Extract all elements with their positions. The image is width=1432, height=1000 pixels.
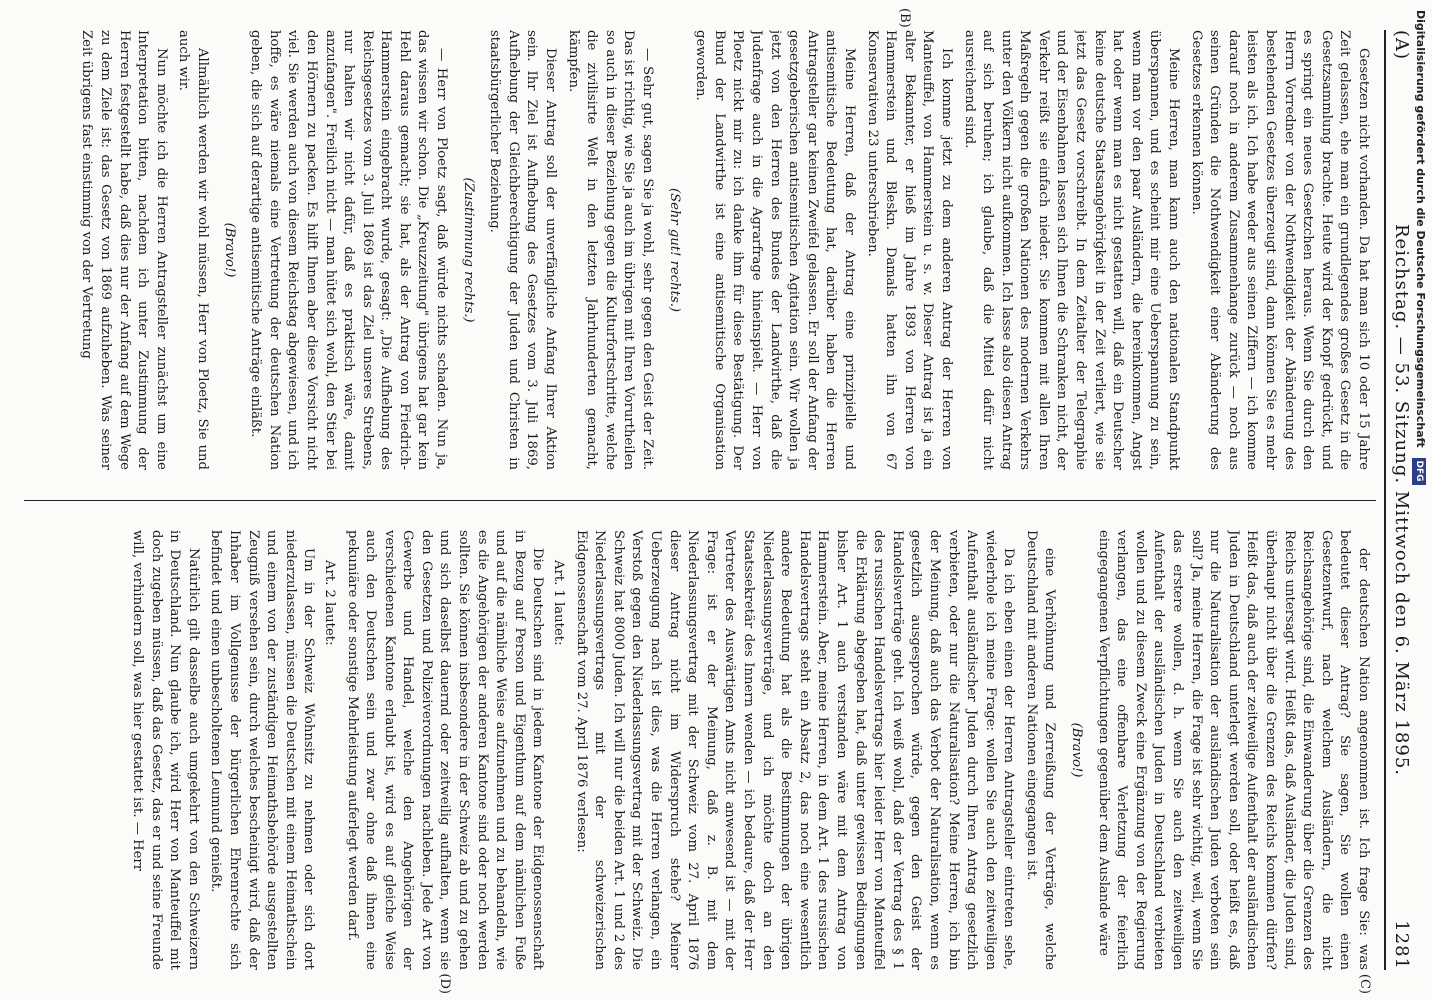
paragraph: Natürlich gilt dasselbe auch umgekehrt von den Schweizern in Deutschland. Nun glaube ich, wird Herr von Manteuffel mit doch zugeben müssen, daß das Gesetz, das er und seine Freunde will, verhindern soll, was hier gestattet ist. — Herr	[130, 530, 201, 970]
running-title: Reichstag. — 53. Sitzung. Mittwoch den 6. März 1895.	[1391, 223, 1412, 776]
paragraph: (Zustimmung rechts.)	[460, 177, 476, 323]
right-column	[20, 530, 1372, 970]
paragraph: Die Deutschen sind in jedem Kantone der Eidgenossenschaft in Bezug auf Person und Eigenthum auf dem nämlichen Fuße und auf die nämliche Weise aufzunehmen und zu behandeln, wie es die Angehörigen der anderen Kantone sind oder noch werden sollten. Sie können insbesondere in der Schweiz ab und zu gehen und sich daselbst dauernd oder zeitweilig aufhalten, wenn sie den Gesetzen und Polizeiverordnungen nachleben. Jede Art von Gewerbe und Handel, welche den Angehörigen der verschiedenen Kantone erlaubt ist, wird es auf gleiche Weise auch den Deutschen sein und zwar ohne daß ihnen eine pekuniäre oder sonstige Mehrleistung auferlegt werden darf.	[344, 530, 546, 970]
digitization-note	[1410, 10, 1430, 990]
paragraph: eine Verhöhnung und Zerreißung der Verträge, welche Deutschland mit anderen Nationen eingegangen ist.	[1023, 530, 1058, 970]
paragraph: Da ich eben einen der Herren Antragsteller eintreten sehe, wiederhole ich meine Frage: wollen Sie auch den zeitweiligen Aufenthalt ausländischer Juden durch Ihren Antrag gesetzlich verbieten, oder nur die Naturalisation? Meine Herren, ich bin der Meinung, daß auch das Verbot der Naturalisation, wenn es gesetzlich ausgesprochen würde, gegen den Geist der Handelsverträge geht. Ich weiß wohl, daß der Vertrag des § 1 des russischen Handelsvertrags hier leider Herr von Manteuffel die Erklärung abgegeben hat, daß unter gewissen Bedingungen bisher Art. 1 auch verstanden wäre mit dem Antrag von Hammerstein. Aber, meine Herren, in dem Art. 1 des russischen Handelsvertrags steht ein Absatz 2, das noch eine wesentlich andere Bedeutung hat als die Bestimmungen der übrigen Niederlassungsverträge, und ich möchte doch an den Staatssekretär des Innern wenden — ich bedaure, daß der Herr Vertreter des Auswärtigen Amts nicht anwesend ist — mit der Frage: ist er der Meinung, daß z. B. mit dem Niederlassungsvertrag mit der Schweiz vom 27. April 1876 dieser Antrag nicht im Widerspruch stehe? Meiner Ueberzeugung nach ist dies, was die Herren verlangen, ein Verstoß gegen den Niederlassungsvertrag mit der Schweiz. Die Schweiz hat 8000 Juden. Ich will nur die beiden Art. 1 und 2 des Niederlassungsvertrags mit der schweizerischen Eidgenossenschaft vom 27. April 1876 verlesen:	[573, 530, 1017, 970]
dfg-logo: DFG	[1412, 458, 1426, 485]
paragraph: Um in der Schweiz Wohnsitz zu nehmen oder sich dort niederzulassen, müssen die Deutschen mit einem Heimathschein und einem von der zuständigen Heimathsbehörde ausgestellten Zeugniß versehen sein, durch welches bescheinigt wird, daß der Inhaber im Vollgenusse der bürgerlichen Ehrenrechte sich befindet und einen unbescholtenen Leumund genießt.	[208, 530, 317, 970]
paragraph: Gesetzen nicht vorhanden. Da hat man sich 10 oder 15 Jahre Zeit gelassen, ehe man ein grundlegendes großes Gesetz in die Gesetzsammlung brachte. Heute wird der Knopf gedrückt, und es springt ein neues Gesetzchen heraus. Wenn Sie durch den Herrn Vorredner von der Nothwendigkeit der Abänderung des bestehenden Gesetzes überzeugt sind, dann können Sie es mehr leisten als ich. Ich habe weder aus seinen Ziffern — ich komme darauf noch in anderem Zusammenhange zurück — noch aus seinen Gründen die Nothwendigkeit einer Abänderung des Gesetzes erkennen können.	[1188, 30, 1371, 470]
paragraph: (Bravo!)	[221, 222, 237, 278]
header-rule	[1384, 30, 1386, 970]
paragraph: Allmählich werden wir wohl müssen, Herr von Ploetz, Sie und auch wir.	[176, 30, 210, 470]
paragraph: (Sehr gut! rechts.)	[666, 187, 682, 313]
paragraph: Art. 1 lautet:	[551, 560, 567, 646]
paragraph: — Sehr gut, sagen Sie ja wohl, sehr gegen den Geist der Zeit. Das ist richtig, wie Sie ja auch im übrigen mit Ihren Vorurtheilen so auch in dieser Beziehung gegen die Kulturfortschritte, welche die zivilisirte Welt in den letzten Jahrhunderten gemacht, kämpfen.	[565, 30, 656, 470]
margin-letter-b: (B)	[897, 8, 912, 28]
digitization-note-text: Digitalisierung gefördert durch die Deutsche Forschungsgemeinschaft	[1414, 10, 1427, 448]
paragraph: Meine Herren, man kann auch den nationalen Standpunkt überspannen, und es scheint mir eine Ueberspannung zu sein, wenn man vor den paar Ausländern, die hereinkommen, Angst hat oder wenn man es nicht gestatten will, daß ein Deutscher keine deutsche Staatsangehörigkeit in der Zeit verliert, wie sie jetzt das Gesetz vorschreibt. In dem Zeitalter der Telegraphie und der Eisenbahnen lassen sich Ihnen die Schranken nicht, der Verkehr reißt sie einfach nieder. Sie kommen mit allen Ihren Maßregeln gegen die großen Nationen des modernen Verkehrs unter den Völkern nicht aufkommen. Ich lasse also diesen Antrag auf sich beruhen; ich glaube, daß die Mittel dafür nicht ausreichend sind.	[961, 30, 1182, 470]
left-column	[20, 30, 1372, 470]
margin-letter-d: (D)	[437, 973, 452, 994]
paragraph: Dieser Antrag soll der unverfängliche Anfang Ihrer Aktion sein. Ihr Ziel ist Aufhebung des Gesetzes vom 3. Juli 1869, Aufhebung der Gleichberechtigung der Juden und Christen in staatsbürgerlicher Beziehung.	[487, 30, 559, 470]
margin-letter-c: (C)	[1357, 973, 1372, 994]
paragraph: Nun möchte ich die Herren Antragsteller zunächst um eine Interpretation bitten, nachdem ich unter Zustimmung der Herren festgestellt habe, daß dies nur der Anfang auf dem Wege zu dem Ziele ist: das Gesetz von 1869 aufzuheben. Was seiner Zeit übrigens fast einstimmig von der Vertretung	[79, 30, 169, 470]
paragraph: (Bravo!)	[1069, 722, 1085, 778]
column-divider	[24, 500, 1376, 501]
paragraph: der deutschen Nation angenommen ist. Ich frage Sie: was bedeutet dieser Antrag? Sie sagen, Sie wollen einen Gesetzentwurf, nach welchem Ausländern, die nicht Reichsangehörige sind, die Einwanderung über die Grenzen des Reichs untersagt wird. Heißt das, daß Ausländer, die Juden sind, überhaupt nicht über die Grenzen des Reichs kommen dürfen? Heißt das, daß auch der zeitweilige Aufenthalt der ausländischen Juden in Deutschland unterlegt werden soll, oder heißt es, daß nur die Naturalisation der ausländischen Juden verboten sein soll? Ja, meine Herren, die Frage ist sehr wichtig, weil, wenn Sie das erstere wollen, d. h. wenn Sie auch den zeitweiligen Aufenthalt der ausländischen Juden in Deutschland verbieten wollen und zu diesem Zweck eine Ergänzung von der Regierung verlangen, das eine offenbare Verletzung der feierlich eingegangenen Verpflichtungen gegenüber dem Auslande wäre	[1095, 530, 1371, 970]
paragraph: Ich komme jetzt zu dem anderen Antrag der Herren von Manteuffel, von Hammerstein u. s. w. Dieser Antrag ist ja ein alter Bekannter, er hieß im Jahre 1893 von Herren von Hammerstein und Bleskn. Damals hatten ihn von 67 Konservativen 23 unterschrieben.	[864, 30, 954, 470]
paragraph: Meine Herren, daß der Antrag eine prinzipielle und antisemitische Bedeutung hat, darüber haben die Herren Antragsteller gar keinen Zweifel gelassen. Er soll der Anfang der gesetzgeberischen antisemitischen Agitation sein. Wir wollen ja jetzt von den Herren des Bundes der Landwirthe, daß die Judenfrage auch in die Agrarfrage hineinspielt. — Herr von Ploetz nickt mir zu: ich danke ihm für diese Bestätigung. Der Bund der Landwirthe ist eine antisemitische Organisation geworden.	[693, 30, 857, 470]
paragraph: Art. 2 lautet:	[321, 560, 337, 646]
page-number: 1281	[1391, 920, 1412, 970]
paragraph: — Herr von Ploetz sagt, daß würde nichts schaden. Nun ja, das wissen wir schon. Die „Kreuzzeitung" übrigens hat gar kein Hehl daraus gemacht; sie hat, als der Antrag von Friedrich-Hammerstein eingebracht wurde, gesagt: „Die Aufhebung des Reichsgesetzes vom 3. Juli 1869 ist das Ziel unseres Strebens, nur halten wir nicht dafür, daß es praktisch wäre, damit anzufangen". Freilich nicht — man hütet sich wohl, den Stier bei den Hörnern zu packen. Es hilft Ihnen aber diese Vorsicht nicht viel. Sie werden auch von diesem Reichstag abgewiesen, und ich hoffe, es wäre niemals eine Vertretung der deutschen Nation geben, die sich auf derartige antisemitische Anträge einläßt.	[248, 30, 450, 470]
margin-letter-a: (A)	[1391, 30, 1412, 61]
